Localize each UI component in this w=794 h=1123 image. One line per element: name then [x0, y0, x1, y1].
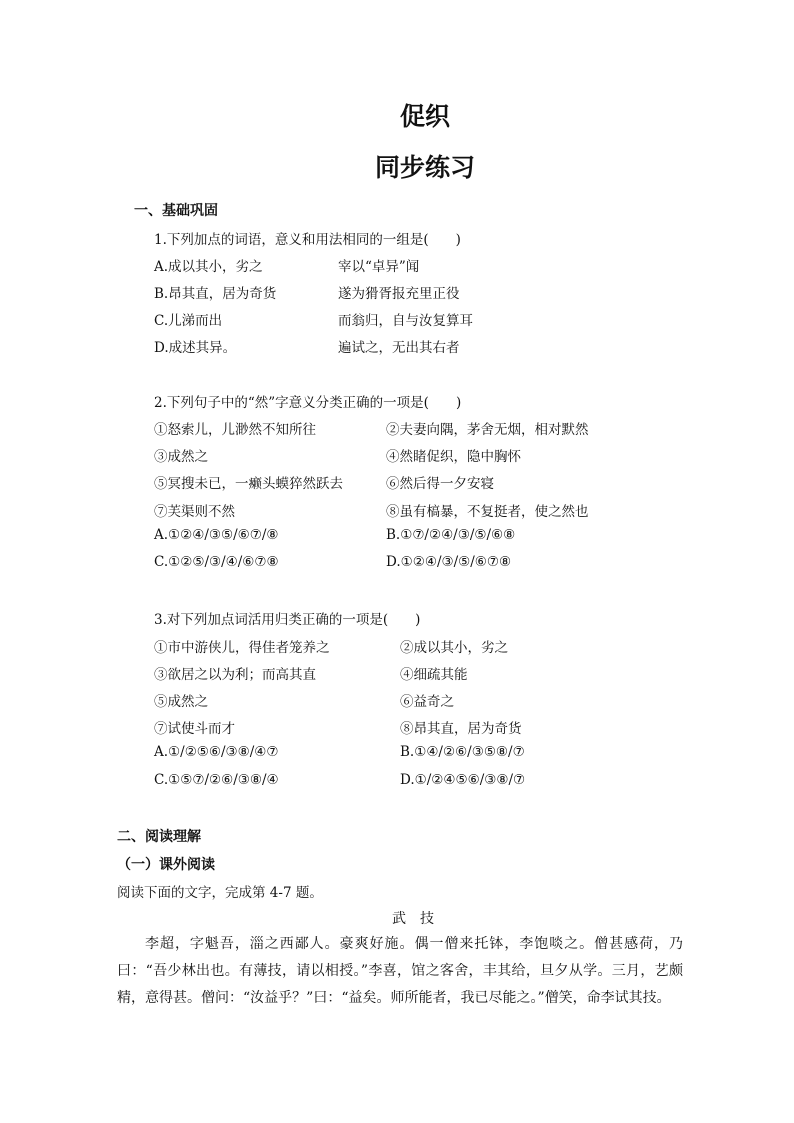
q3-choice-right: B.①④/②⑥/③⑤⑧/⑦ — [400, 744, 525, 760]
q2-row-left: ⑤冥搜未已，一癞头蟆猝然跃去 — [154, 476, 343, 492]
page-subtitle: 同步练习 — [374, 153, 475, 182]
q1-option-b-left: B.昂其直，居为奇货 — [154, 286, 277, 302]
q1-option-a-left: A.成以其小，劣之 — [154, 259, 263, 275]
page-title: 促织 — [399, 102, 450, 131]
q3-stem: 3.对下列加点词活用归类正确的一项是( ) — [154, 612, 421, 628]
q2-row-right: ②夫妻向隅，茅舍无烟，相对默然 — [386, 422, 589, 438]
q1-option-a-right: 宰以“卓异”闻 — [338, 259, 420, 275]
q3-row-right: ④细疏其能 — [400, 667, 468, 683]
q3-choice-right: D.①/②④⑤⑥/③⑧/⑦ — [400, 772, 526, 788]
passage-title: 武 技 — [392, 911, 434, 927]
q3-row-right: ②成以其小，劣之 — [400, 640, 508, 656]
q3-choice-left: A.①/②⑤⑥/③⑧/④⑦ — [154, 744, 279, 760]
q2-choice-left: C.①②⑤/③/④/⑥⑦⑧ — [154, 554, 279, 570]
q3-row-left: ⑤成然之 — [154, 694, 208, 710]
subsection-heading: （一）课外阅读 — [117, 857, 215, 873]
section-heading-reading: 二、阅读理解 — [117, 829, 201, 845]
q1-option-d-left: D.成述其异。 — [154, 340, 237, 356]
q3-row-right: ⑧昂其直，居为奇货 — [400, 721, 522, 737]
q3-row-left: ③欲居之以为利；而高其直 — [154, 667, 316, 683]
q1-option-c-right: 而翁归，自与汝复算耳 — [338, 313, 473, 329]
q2-row-right: ⑧虽有槁暴，不复挺者，使之然也 — [386, 504, 589, 520]
q3-row-left: ①市中游侠儿，得佳者笼养之 — [154, 640, 330, 656]
q2-stem: 2.下列句子中的“然”字意义分类正确的一项是( ) — [154, 395, 462, 411]
q2-row-right: ④然睹促织，隐中胸怀 — [386, 449, 521, 465]
q2-row-left: ①怒索儿，儿渺然不知所往 — [154, 422, 316, 438]
section-heading-basic: 一、基础巩固 — [134, 203, 218, 219]
q3-row-right: ⑥益奇之 — [400, 694, 454, 710]
reading-instruction: 阅读下面的文字，完成第 4-7 题。 — [117, 885, 323, 901]
q2-row-left: ③成然之 — [154, 449, 208, 465]
q2-row-right: ⑥然后得一夕安寝 — [386, 476, 494, 492]
passage-text: 李超，字魁吾，淄之西鄙人。豪爽好施。偶一僧来托钵，李饱啖之。僧甚感荷，乃曰：“吾少林出也。有薄技，请以相授。”李喜，馆之客舍，丰其给，旦夕从学。三月，艺颇精，意得甚。僧问：“汝益乎？”曰：“益矣。师所能者，我已尽能之。”僧笑，命李试其技。 — [117, 936, 683, 1006]
q1-option-b-right: 遂为猾胥报充里正役 — [338, 286, 460, 302]
q3-choice-left: C.①⑤⑦/②⑥/③⑧/④ — [154, 772, 279, 788]
q3-row-left: ⑦试使斗而才 — [154, 721, 235, 737]
q2-choice-right: D.①②④/③/⑤/⑥⑦⑧ — [386, 554, 512, 570]
q1-stem: 1.下列加点的词语，意义和用法相同的一组是( ) — [154, 232, 461, 248]
q2-row-left: ⑦芙渠则不然 — [154, 504, 235, 520]
q1-option-d-right: 遍试之，无出其右者 — [338, 340, 460, 356]
q2-choice-right: B.①⑦/②④/③/⑤/⑥⑧ — [386, 527, 516, 543]
q1-option-c-left: C.儿涕而出 — [154, 313, 223, 329]
q2-choice-left: A.①②④/③⑤/⑥⑦/⑧ — [154, 527, 279, 543]
